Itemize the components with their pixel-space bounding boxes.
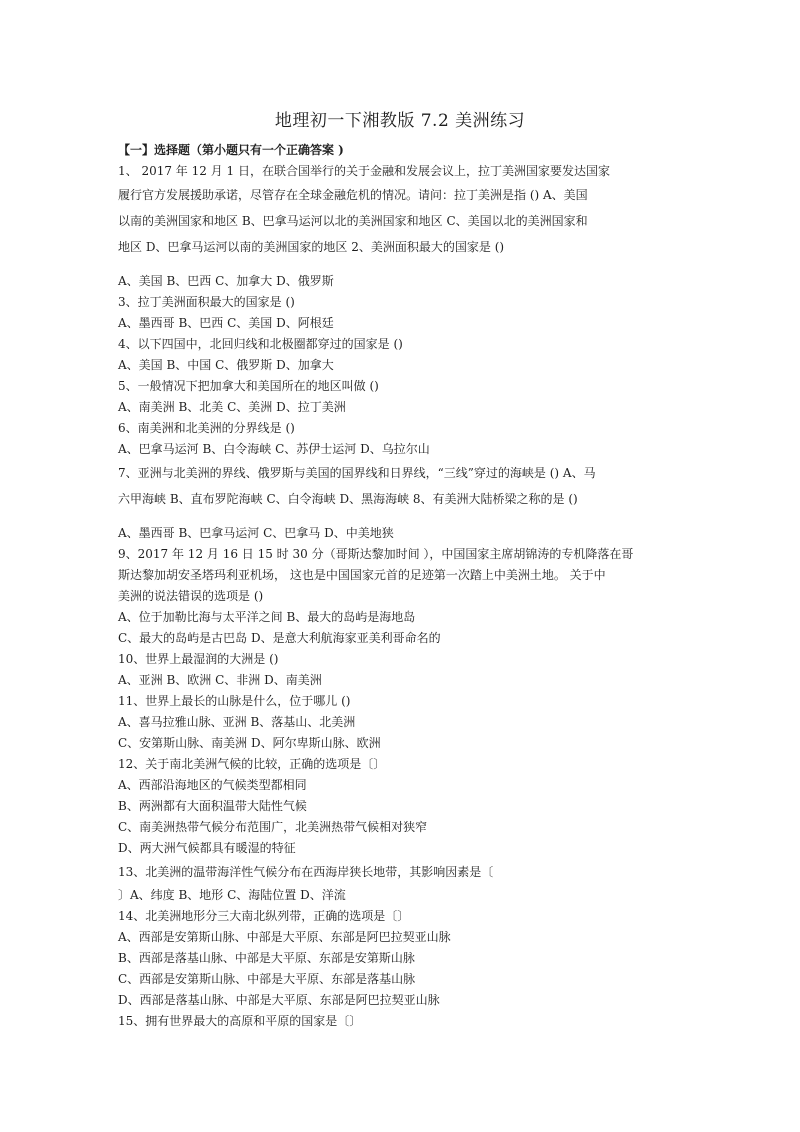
document-title: 地理初一下湘教版 7.2 美洲练习: [274, 111, 526, 131]
question-line: 地区 D、巴拿马运河以南的美洲国家的地区 2、美洲面积最大的国家是 (): [118, 240, 505, 254]
answer-options: D、西部是落基山脉、中部是大平原、东部是阿巴拉契亚山脉: [118, 993, 440, 1007]
answer-options: C、西部是安第斯山脉、中部是大平原、东部是落基山脉: [118, 972, 416, 986]
question-line: 14、北美洲地形分三大南北纵列带，正确的选项是〔〕: [118, 909, 410, 923]
answer-options: A、西部沿海地区的气候类型都相同: [118, 778, 307, 792]
question-line: 3、拉丁美洲面积最大的国家是 (): [118, 295, 295, 309]
question-line: 六甲海峡 B、直布罗陀海峡 C、白令海峡 D、黑海海峡 8、有美洲大陆桥梁之称的是 (): [118, 492, 578, 506]
question-line: 1、 2017 年 12 月 1 日，在联合国举行的关于金融和发展会议上，拉丁美洲国家要发达国家: [118, 164, 610, 178]
question-line: 12、关于南北美洲气候的比较，正确的选项是〔〕: [118, 757, 386, 771]
answer-options: A、巴拿马运河 B、白令海峡 C、苏伊士运河 D、乌拉尔山: [118, 442, 430, 456]
answer-options: C、安第斯山脉、南美洲 D、阿尔卑斯山脉、欧洲: [118, 736, 381, 750]
question-line: 4、以下四国中，北回归线和北极圈都穿过的国家是 (): [118, 337, 403, 351]
question-line: 10、世界上最湿润的大洲是 (): [118, 652, 279, 666]
question-line: 6、南美洲和北美洲的分界线是 (): [118, 421, 295, 435]
answer-options: C、南美洲热带气候分布范围广，北美洲热带气候相对狭窄: [118, 820, 428, 834]
question-line: 11、世界上最长的山脉是什么，位于哪儿 (): [118, 694, 351, 708]
answer-options: A、墨西哥 B、巴拿马运河 C、巴拿马 D、中美地狭: [118, 526, 394, 540]
answer-options: D、两大洲气候都具有暖湿的特征: [118, 841, 296, 855]
question-line: 履行官方发展援助承诺，尽管存在全球金融危机的情况。请问：拉丁美洲是指 () A、美国: [118, 188, 588, 202]
answer-options: A、南美洲 B、北美 C、美洲 D、拉丁美洲: [118, 400, 346, 414]
answer-options: A、位于加勒比海与太平洋之间 B、最大的岛屿是海地岛: [118, 610, 416, 624]
question-line: 5、一般情况下把加拿大和美国所在的地区叫做 (): [118, 379, 379, 393]
question-line: 以南的美洲国家和地区 B、巴拿马运河以北的美洲国家和地区 C、美国以北的美洲国家和: [118, 214, 588, 228]
question-line: 7、亚洲与北美洲的界线、俄罗斯与美国的国界线和日界线，“三线”穿过的海峡是 () A、马: [118, 466, 596, 480]
answer-options: A、亚洲 B、欧洲 C、非洲 D、南美洲: [118, 673, 322, 687]
question-line: 15、拥有世界最大的高原和平原的国家是〔〕: [118, 1014, 362, 1028]
answer-options: A、喜马拉雅山脉、亚洲 B、落基山、北美洲: [118, 715, 356, 729]
answer-options: B、两洲都有大面积温带大陆性气候: [118, 799, 307, 813]
question-line: 13、北美洲的温带海洋性气候分布在西海岸狭长地带，其影响因素是〔: [118, 865, 494, 879]
answer-options: A、西部是安第斯山脉、中部是大平原、东部是阿巴拉契亚山脉: [118, 930, 451, 944]
answer-options: 〕A、纬度 B、地形 C、海陆位置 D、洋流: [118, 888, 346, 902]
question-line: 9、2017 年 12 月 16 日 15 时 30 分（哥斯达黎加时间 ），中国国家主席胡锦涛的专机降落在哥: [118, 547, 634, 561]
question-line: 斯达黎加胡安圣塔玛利亚机场， 这也是中国国家元首的足迹第一次踏上中美洲土地。 关于中: [118, 568, 606, 582]
question-line: 美洲的说法错误的选项是 (): [118, 589, 264, 603]
section-heading: 【一】选择题（第小题只有一个正确答案 ): [118, 143, 344, 157]
answer-options: A、墨西哥 B、巴西 C、美国 D、阿根廷: [118, 316, 334, 330]
answer-options: B、西部是落基山脉、中部是大平原、东部是安第斯山脉: [118, 951, 415, 965]
answer-options: A、美国 B、中国 C、俄罗斯 D、加拿大: [118, 358, 334, 372]
question-list: [118, 140, 638, 1032]
answer-options: C、最大的岛屿是古巴岛 D、是意大利航海家亚美利哥命名的: [118, 631, 441, 645]
answer-options: A、美国 B、巴西 C、加拿大 D、俄罗斯: [118, 274, 334, 288]
